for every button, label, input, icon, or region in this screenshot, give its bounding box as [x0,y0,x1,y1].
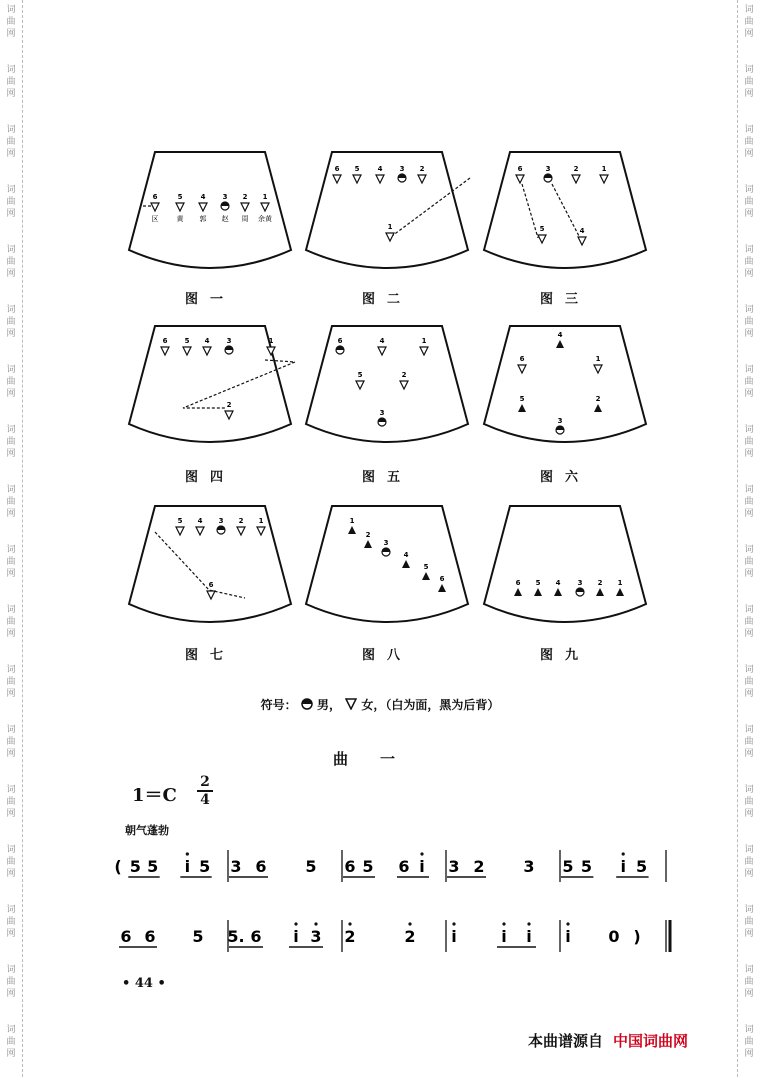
dancer-number: 4 [555,579,561,587]
watermark-text: 词 曲 网 [6,725,16,759]
male-dancer-icon [382,548,390,556]
watermark-text: 词 曲 网 [6,905,16,939]
score-note: 5 [636,857,648,876]
dancer-number: 1 [268,337,274,345]
stage-figure [480,148,650,278]
stage-figure [302,322,472,452]
watermark-text: 词 曲 网 [6,785,16,819]
dancer-number: 6 [337,337,343,345]
score-note: ( [114,857,122,876]
dancer-name: 区 [151,215,159,223]
score-note: 5 [580,857,592,876]
source-site[interactable]: 中国词曲网 [613,1032,689,1050]
dancer-number: 6 [334,165,340,173]
dancer-number: 6 [519,355,525,363]
page-number: • 44 • [122,976,166,991]
dancer-name: 郭 [199,215,207,223]
score-note: 2 [404,927,416,946]
figure-caption: 图一 [184,292,235,307]
score-note: 6 [120,927,132,946]
dancer-number: 5 [177,193,183,201]
score-note: i [293,927,299,946]
octave-dot [566,922,569,925]
dancer-number: 4 [197,517,203,525]
watermark-text: 词 曲 网 [744,65,754,99]
dancer-number: 1 [421,337,427,345]
stage-outline [125,322,295,452]
score-note: 2 [473,857,485,876]
watermark-text: 词 曲 网 [744,665,754,699]
watermark-text: 词 曲 网 [744,185,754,219]
dancer-number: 4 [379,337,385,345]
dancer-number: 5 [357,371,363,379]
dancer-number: 3 [577,579,583,587]
source-prefix: 本曲谱源自 [528,1032,604,1050]
dancer-number: 3 [218,517,224,525]
score-note: 6 [344,857,356,876]
dancer-number: 1 [617,579,623,587]
dancer-number: 2 [597,579,603,587]
dancer-number: 1 [258,517,264,525]
stage-outline [480,502,650,632]
score-note: 3 [310,927,322,946]
dancer-number: 3 [226,337,232,345]
score-note: 5 [362,857,374,876]
watermark-text: 词 曲 网 [744,545,754,579]
watermark-text: 词 曲 网 [6,1025,16,1059]
dancer-number: 6 [152,193,158,201]
figure-caption: 图七 [184,648,235,663]
dancer-number: 6 [439,575,445,583]
watermark-text: 词 曲 网 [6,845,16,879]
dancer-number: 3 [222,193,228,201]
dancer-number: 4 [403,551,409,559]
dancer-number: 4 [377,165,383,173]
score-note: 5 [199,857,211,876]
female-symbol-icon [345,698,357,710]
legend-prefix: 符号： [260,698,297,712]
time-signature-bottom: 4 [200,792,210,808]
stage-figure [125,322,295,452]
watermark-text: 词 曲 网 [6,125,16,159]
watermark-text: 词 曲 网 [744,425,754,459]
octave-dot [502,922,505,925]
watermark-text: 词 曲 网 [6,65,16,99]
watermark-text: 词 曲 网 [744,245,754,279]
score-note: 5 [129,857,141,876]
score-note: i [620,857,626,876]
dancer-number: 4 [579,227,585,235]
figure-caption: 图五 [361,470,412,485]
score-note: 3 [448,857,460,876]
watermark-text: 词 曲 网 [744,785,754,819]
dancer-name: 周 [241,215,249,223]
dancer-number: 2 [595,395,601,403]
dancer-number: 2 [365,531,371,539]
octave-dot [294,922,297,925]
stage-figure [480,322,650,452]
dancer-name: 余黄 [258,215,272,223]
stage-outline [302,148,472,278]
legend-male: 男， [316,698,341,712]
figure-caption: 图二 [361,292,412,307]
figure-caption: 图九 [539,648,590,663]
male-dancer-icon [378,418,386,426]
octave-dot [452,922,455,925]
watermark-text: 词 曲 网 [6,545,16,579]
stage-figure [480,502,650,632]
watermark-text: 词 曲 网 [6,425,16,459]
score-note: 6 [398,857,410,876]
dancer-number: 2 [573,165,579,173]
dancer-number: 5 [539,225,545,233]
stage-outline [302,502,472,632]
right-cut-line [737,0,738,1077]
octave-dot [420,852,423,855]
watermark-text: 词 曲 网 [6,665,16,699]
octave-dot [314,922,317,925]
score-note: 3 [230,857,242,876]
dancer-number: 5 [423,563,429,571]
dancer-number: 5 [177,517,183,525]
male-dancer-icon [544,174,552,182]
song-title: 曲一 [332,750,427,768]
watermark-text: 词 曲 网 [6,305,16,339]
score-note: 3 [523,857,535,876]
dancer-number: 3 [557,417,563,425]
score-note: 5 [562,857,574,876]
score-note: 6 [255,857,267,876]
dancer-number: 4 [204,337,210,345]
dancer-number: 4 [557,331,563,339]
octave-dot [186,852,189,855]
time-signature [197,775,213,807]
watermark-text: 词 曲 网 [6,365,16,399]
stage-figure [125,502,295,632]
source-credit [528,1030,688,1051]
score-note: 0 [608,927,620,946]
legend-female: 女，（白为面，黑为后背） [361,698,500,712]
watermark-text: 词 曲 网 [6,245,16,279]
stage-outline [302,322,472,452]
stage-figure [125,148,295,278]
dancer-number: 2 [238,517,244,525]
dancer-number: 5 [354,165,360,173]
score-note: i [501,927,507,946]
score-note: i [184,857,191,876]
octave-dot [527,922,530,925]
watermark-text: 词 曲 网 [744,125,754,159]
watermark-text: 词 曲 网 [744,605,754,639]
male-dancer-icon [225,346,233,354]
dancer-number: 3 [399,165,405,173]
figure-caption: 图三 [539,292,590,307]
male-symbol-icon [301,698,313,710]
left-cut-line [22,0,23,1077]
male-dancer-icon [221,202,229,210]
score-note: ) [633,927,641,946]
score-note: 5. [227,927,245,946]
watermark-text: 词 曲 网 [6,605,16,639]
watermark-text: 词 曲 网 [744,365,754,399]
dancer-number: 1 [387,223,393,231]
dancer-number: 5 [519,395,525,403]
stage-figure [302,502,472,632]
dancer-number: 2 [242,193,248,201]
octave-dot [408,922,411,925]
dancer-number: 1 [262,193,268,201]
dancer-number: 2 [401,371,407,379]
score-note: 2 [344,927,356,946]
male-dancer-icon [556,426,564,434]
dancer-number: 3 [379,409,385,417]
watermark-text: 词 曲 网 [6,5,16,39]
dancer-number: 6 [162,337,168,345]
male-dancer-icon [217,526,225,534]
watermark-text: 词 曲 网 [6,965,16,999]
score-note: 5 [147,857,159,876]
watermark-text: 词 曲 网 [744,965,754,999]
legend [0,696,760,713]
watermark-text: 词 曲 网 [744,485,754,519]
watermark-text: 词 曲 网 [744,905,754,939]
watermark-text: 词 曲 网 [744,5,754,39]
dancer-number: 1 [349,517,355,525]
watermark-text: 词 曲 网 [744,845,754,879]
watermark-text: 词 曲 网 [6,485,16,519]
score-note: 5 [305,857,317,876]
dancer-number: 5 [535,579,541,587]
dancer-number: 1 [601,165,607,173]
watermark-text: 词 曲 网 [744,725,754,759]
dancer-number: 3 [383,539,389,547]
stage-outline [480,148,650,278]
dancer-number: 2 [419,165,425,173]
dancer-number: 6 [517,165,523,173]
watermark-text: 词 曲 网 [744,1025,754,1059]
dancer-number: 3 [545,165,551,173]
watermark-text: 词 曲 网 [6,185,16,219]
figure-caption: 图八 [361,648,412,663]
jianpu-score [110,840,690,960]
stage-outline [125,502,295,632]
tempo-marking: 朝气蓬勃 [125,824,169,837]
dancer-number: 5 [184,337,190,345]
key-signature: 1＝C [132,785,177,806]
male-dancer-icon [398,174,406,182]
male-dancer-icon [576,588,584,596]
stage-figure [302,148,472,278]
figure-caption: 图六 [539,470,590,485]
octave-dot [622,852,625,855]
figure-caption: 图四 [184,470,235,485]
watermark-text: 词 曲 网 [744,305,754,339]
octave-dot [348,922,351,925]
score-note: i [565,927,571,946]
time-signature-top: 2 [200,774,210,790]
score-note: i [419,857,425,876]
score-note: i [451,927,457,946]
dancer-number: 2 [226,401,232,409]
score-note: 5 [192,927,204,946]
male-dancer-icon [336,346,344,354]
dancer-number: 6 [515,579,521,587]
dancer-number: 1 [595,355,601,363]
dancer-name: 赵 [221,215,229,223]
dancer-number: 6 [208,581,214,589]
stage-outline [125,148,295,278]
score-note: 6 [250,927,262,946]
dancer-name: 黄 [176,215,184,223]
dancer-number: 4 [200,193,206,201]
score-note: 6 [144,927,156,946]
stage-outline [480,322,650,452]
score-note: i [526,927,532,946]
